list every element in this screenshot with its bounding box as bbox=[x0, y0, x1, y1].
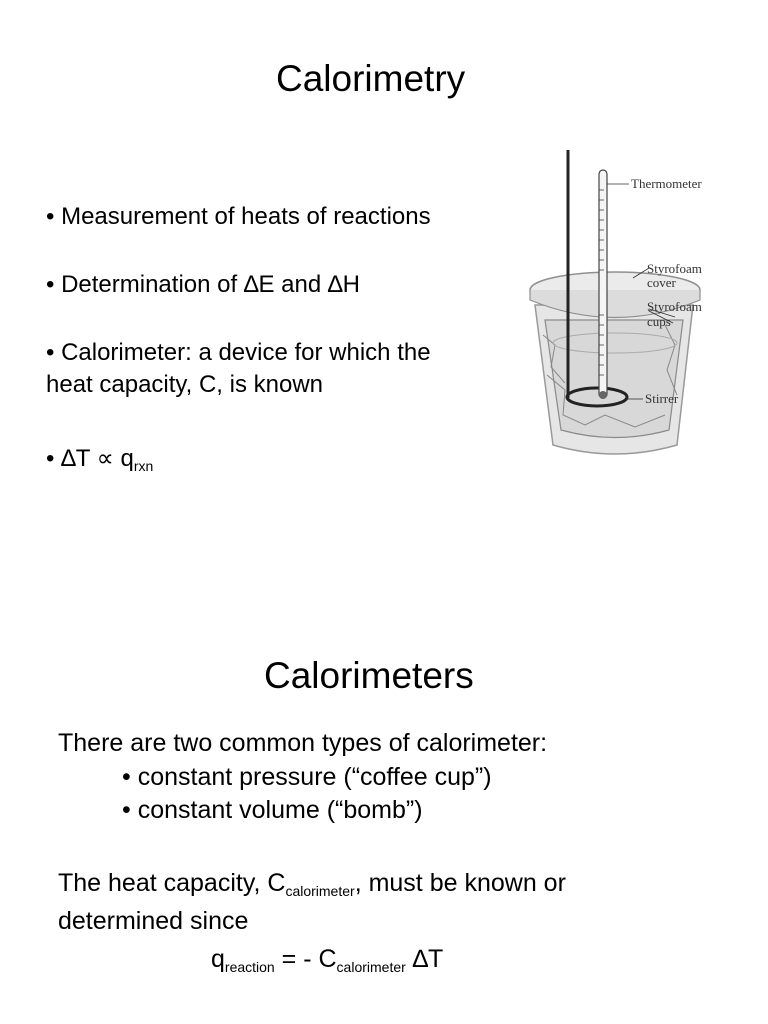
calorimeter-diagram bbox=[525, 145, 755, 465]
proportional-expression: • ∆T ∝ q bbox=[46, 445, 134, 472]
eq-middle: = - C bbox=[274, 945, 337, 973]
heat-capacity-line2: determined since bbox=[58, 907, 249, 935]
label-cover-2: cover bbox=[647, 275, 676, 290]
intro-text: There are two common types of calorimeter: bbox=[58, 729, 548, 757]
inner-cup bbox=[545, 320, 683, 438]
bullet-determination: • Determination of ∆E and ∆H bbox=[46, 271, 360, 298]
label-cups-2: cups bbox=[647, 314, 671, 329]
type-coffee-cup: • constant pressure (“coffee cup”) bbox=[122, 763, 492, 791]
rxn-subscript: rxn bbox=[133, 458, 154, 474]
eq-q-subscript: reaction bbox=[224, 959, 275, 975]
thermometer bbox=[599, 170, 607, 398]
label-cups-1: Styrofoam bbox=[647, 299, 702, 314]
label-cover-1: Styrofoam bbox=[647, 261, 702, 276]
slide2-title: Calorimeters bbox=[264, 655, 474, 696]
eq-c-subscript: calorimeter bbox=[336, 959, 406, 975]
hc-subscript: calorimeter bbox=[285, 883, 355, 899]
bullet-calorimeter-line2: heat capacity, C, is known bbox=[46, 371, 324, 398]
label-thermometer: Thermometer bbox=[631, 176, 702, 191]
label-stirrer: Stirrer bbox=[645, 391, 679, 406]
eq-delta-t: ∆T bbox=[405, 945, 444, 973]
equation bbox=[211, 944, 443, 974]
bullet-calorimeter-line1: • Calorimeter: a device for which the bbox=[46, 339, 431, 366]
slide1-title: Calorimetry bbox=[276, 58, 466, 99]
bullet-proportional bbox=[46, 444, 153, 474]
bullet-measurement: • Measurement of heats of reactions bbox=[46, 203, 431, 230]
type-bomb: • constant volume (“bomb”) bbox=[122, 796, 423, 824]
hc-text: The heat capacity, C bbox=[58, 869, 286, 897]
heat-capacity-line1 bbox=[58, 868, 566, 898]
hc-text-end: , must be known or bbox=[354, 869, 566, 897]
eq-q: q bbox=[211, 945, 225, 973]
